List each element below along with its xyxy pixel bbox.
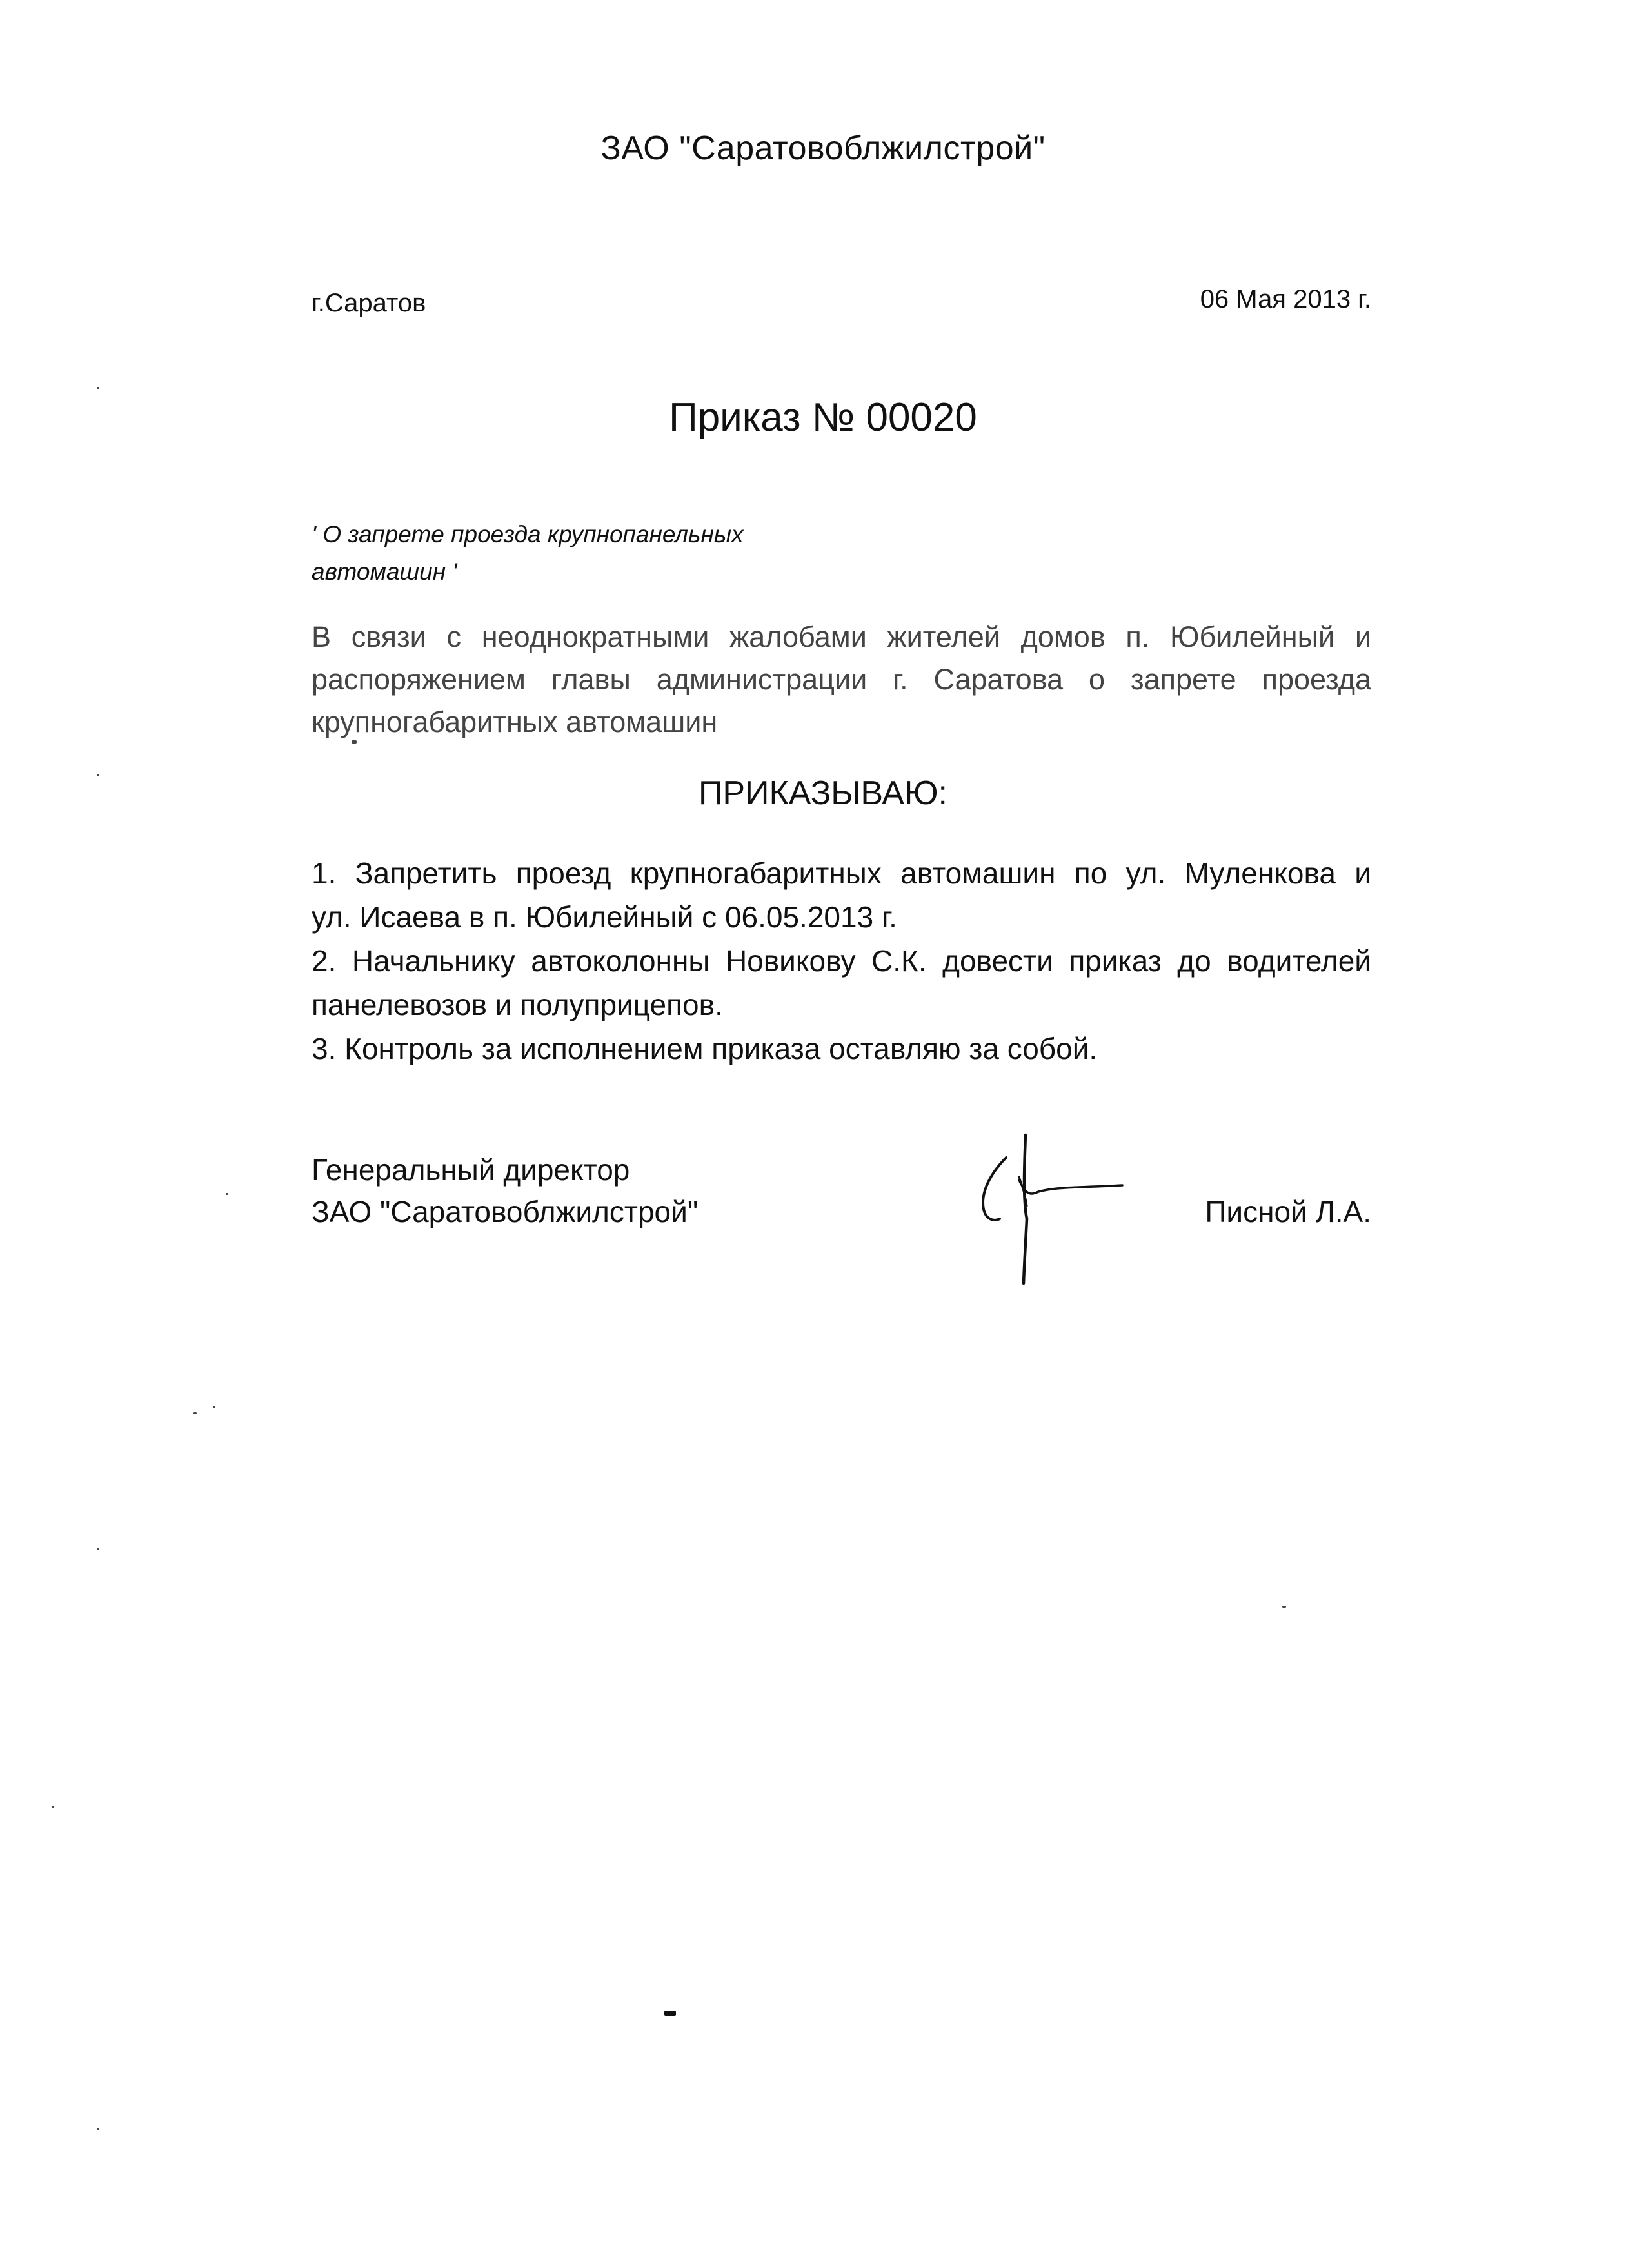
scan-speck: [193, 1412, 197, 1414]
order-title: Приказ № 00020: [669, 395, 977, 440]
decree-line: 3. Контроль за исполнением приказа оставляю за собой.: [312, 1032, 1098, 1065]
handwritten-signature: [929, 1116, 1135, 1296]
order-subject: [312, 516, 892, 591]
preamble-line: крупногабаритных автомашин: [312, 705, 718, 738]
signer-position: Генеральный директор: [312, 1153, 630, 1187]
scan-speck: [97, 387, 99, 389]
scan-speck: [97, 2128, 99, 2130]
scan-speck: [97, 774, 99, 776]
scan-speck: [352, 740, 357, 744]
document-date: 06 Мая 2013 г.: [1200, 285, 1371, 313]
subject-line: автомашин ': [312, 558, 457, 585]
scan-speck: [213, 1406, 215, 1408]
scan-speck: [1282, 1606, 1286, 1608]
decree-items: [312, 851, 1371, 1070]
preamble-paragraph: [312, 616, 1371, 744]
preamble-line: В связи с неоднократными жалобами жителей домов п. Юбилейный и: [312, 620, 1371, 653]
signer-company: ЗАО "Саратовоблжилстрой": [312, 1195, 699, 1228]
company-header: ЗАО "Саратовоблжилстрой": [600, 130, 1046, 167]
decree-line: 1. Запретить проезд крупногабаритных автомашин по ул. Муленкова и: [312, 856, 1371, 890]
subject-line: ' О запрете проезда крупнопанельных: [312, 521, 744, 547]
scan-speck: [226, 1193, 228, 1195]
decree-line: ул. Исаева в п. Юбилейный с 06.05.2013 г.: [312, 900, 897, 934]
signer-name: Писной Л.А.: [1205, 1195, 1371, 1228]
scan-speck: [52, 1806, 54, 1808]
signature-stroke: [1019, 1180, 1122, 1194]
decree-line: панелевозов и полуприцепов.: [312, 988, 723, 1021]
decree-heading: ПРИКАЗЫВАЮ:: [699, 774, 947, 812]
scan-speck: [664, 2011, 676, 2016]
signature-stroke: [1024, 1135, 1027, 1283]
scan-speck: [97, 1548, 99, 1550]
preamble-line: распоряжением главы администрации г. Саратова о запрете проезда: [312, 663, 1371, 696]
city: г.Саратов: [312, 289, 426, 317]
decree-line: 2. Начальнику автоколонны Новикову С.К. довести приказ до водителей: [312, 944, 1371, 978]
signature-stroke: [983, 1158, 1006, 1220]
